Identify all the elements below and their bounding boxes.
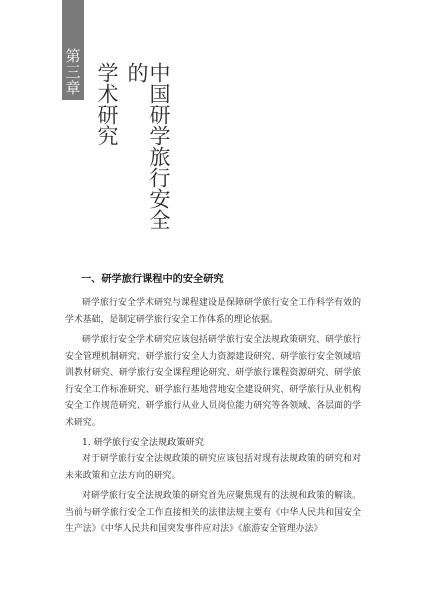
paragraph: 对于研学旅行安全法规政策的研究应该包括对现有法规政策的研究和对未来政策和立法方向的研究。 [65,454,361,481]
paragraph: 对研学旅行安全法规政策的研究首先应聚焦现有的法规和政策的解读。当前与研学旅行安全工作直接相关的法律法规主要有《中华人民共和国安全生产法》《中华人民共和国突发事件应对法》《旅游安全管理办法》 [65,491,361,534]
paragraph: 研学旅行安全学术研究应该包括研学旅行安全法规政策研究、研学旅行安全管理机制研究、研学旅行安全人力资源建设研究、研学旅行安全领域培训教材研究、研学旅行安全课程理论研究、研学旅行课程资源研究、研学旅行安全工作标准研究、研学旅行基地营地安全建设研究、研学旅行从业机构安全工作规范研究、研学旅行从业人员岗位能力研究等各领域、各层面的学术研究。 [65,335,361,428]
chapter-label: 第三章 [63,48,82,96]
paragraph: 研学旅行安全学术研究与课程建设是保障研学旅行安全工作科学有效的学术基础，是制定研学旅行安全工作体系的理论依据。 [65,298,361,325]
subsection-heading: 1. 研学旅行安全法规政策研究 [82,437,204,448]
chapter-title-line-1: 中国研学旅行安全的 [125,62,171,230]
chapter-title [96,62,170,242]
chapter-title-line-2: 学术研究 [95,62,119,146]
chapter-tab [62,0,84,100]
section-heading: 一、研学旅行课程中的安全研究 [81,274,224,285]
body-text [65,270,361,542]
